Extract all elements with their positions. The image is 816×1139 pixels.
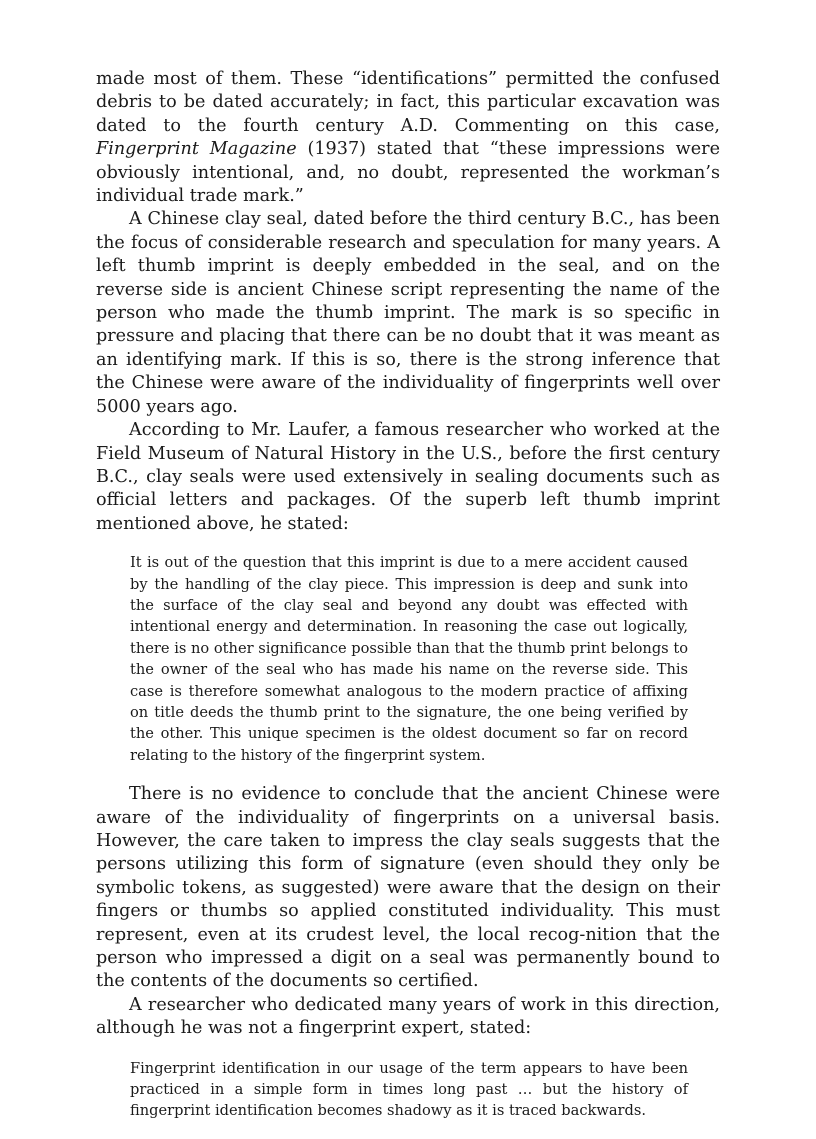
- paragraph-1: [96, 68, 720, 208]
- paragraph-1-text-start: made most of them. These “identifications” permitted the confused debris to be dated accurately; in fact, this particular excavation was dated to the fourth century A.D. Commenting on this case,: [96, 69, 720, 136]
- paragraph-2: A Chinese clay seal, dated before the third century B.C., has been the focus of considerable research and speculation for many years. A left thumb imprint is deeply embedded in the seal, and on the reverse side is ancient Chinese script representing the name of the person who made the thumb imprint. The mark is so specific in pressure and placing that there can be no doubt that it was meant as an identifying mark. If this is so, there is the strong inference that the Chinese were aware of the individuality of fingerprints well over 5000 years ago.: [96, 209, 720, 417]
- paragraph-4: There is no evidence to conclude that the ancient Chinese were aware of the individuality of fingerprints on a universal basis. However, the care taken to impress the clay seals suggests that the persons utilizing this form of signature (even should they only be symbolic tokens, as suggested) were aware that the design on their fingers or thumbs so applied constituted individuality. This must represent, even at its crudest level, the local recog-nition that the person who impressed a digit on a seal was permanently bound to the contents of the documents so certified.: [96, 784, 720, 992]
- publication-title: Fingerprint Magazine: [96, 139, 297, 160]
- paragraph-3: According to Mr. Laufer, a famous researcher who worked at the Field Museum of Natural History in the U.S., before the first century B.C., clay seals were used extensively in sealing documents such as official letters and packages. Of the superb left thumb imprint mentioned above, he stated:: [96, 420, 720, 534]
- block-quote-2: Fingerprint identification in our usage of the term appears to have been practiced in a simple form in times long past … but the history of fingerprint identification becomes shadowy as it is traced backwards.: [130, 1059, 688, 1120]
- paragraph-5: A researcher who dedicated many years of work in this direction, although he was not a fingerprint expert, stated:: [96, 994, 720, 1039]
- page-body: [96, 68, 720, 1139]
- paragraph-1-text-end: (1937) stated that “these impressions were obviously intentional, and, no doubt, represented the workman’s individual trade mark.”: [96, 139, 720, 207]
- block-quote-1: It is out of the question that this imprint is due to a mere accident caused by the handling of the clay piece. This impression is deep and sunk into the surface of the clay seal and beyond any doubt was effected with intentional energy and determination. In reasoning the case out logically, there is no other significance possible than that the thumb print belongs to the owner of the seal who has made his name on the reverse side. This case is therefore somewhat analogous to the modern practice of affixing on title deeds the thumb print to the signature, the one being verified by the other. This unique specimen is the oldest document so far on record relating to the history of the fingerprint system.: [130, 554, 688, 764]
